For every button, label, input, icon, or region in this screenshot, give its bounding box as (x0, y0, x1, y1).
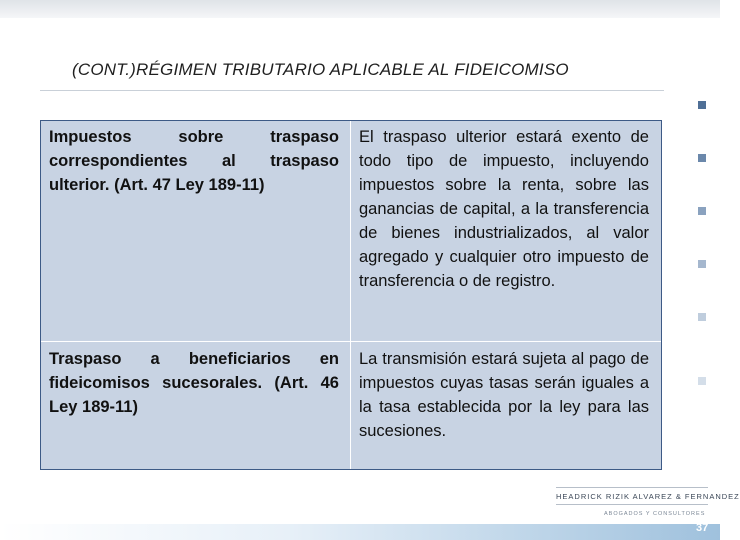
side-marker (698, 207, 706, 215)
title-underline (40, 90, 664, 91)
table-cell-treatment-1: El traspaso ulterior estará exento de todo tipo de impuesto, incluyendo impuestos sobre la renta, sobre las ganancias de capital, a la transferencia de bienes industrializados, al valor agregado y cualquier otro impuesto de transferencia o de registro. (359, 128, 649, 290)
page-number: 37 (696, 522, 709, 534)
row-divider (41, 341, 661, 342)
firm-logo (556, 487, 740, 523)
table-cell-treatment-2: La transmisión estará sujeta al pago de impuestos cuyas tasas serán iguales a la tasa establecida por la ley para las sucesiones. (359, 350, 649, 440)
side-marker (698, 260, 706, 268)
top-decor-band (0, 0, 720, 18)
table-cell-concept-1: Impuestos sobre traspaso correspondientes al traspaso ulterior. (Art. 47 Ley 189-11) (49, 128, 339, 194)
side-marker (698, 154, 706, 162)
column-divider (350, 121, 351, 469)
side-marker (698, 101, 706, 109)
side-marker (698, 377, 706, 385)
firm-logo-name: HEADRICK RIZIK ALVAREZ & FERNANDEZ (556, 492, 740, 501)
bottom-decor-band (0, 524, 720, 540)
slide-title: (CONT.)RÉGIMEN TRIBUTARIO APLICABLE AL FIDEICOMISO (72, 60, 569, 79)
side-marker (698, 313, 706, 321)
table-cell-concept-2: Traspaso a beneficiarios en fideicomisos sucesorales. (Art. 46 Ley 189-11) (49, 350, 339, 416)
firm-logo-subtitle: ABOGADOS Y CONSULTORES (604, 511, 706, 517)
tax-regime-table (40, 120, 662, 470)
